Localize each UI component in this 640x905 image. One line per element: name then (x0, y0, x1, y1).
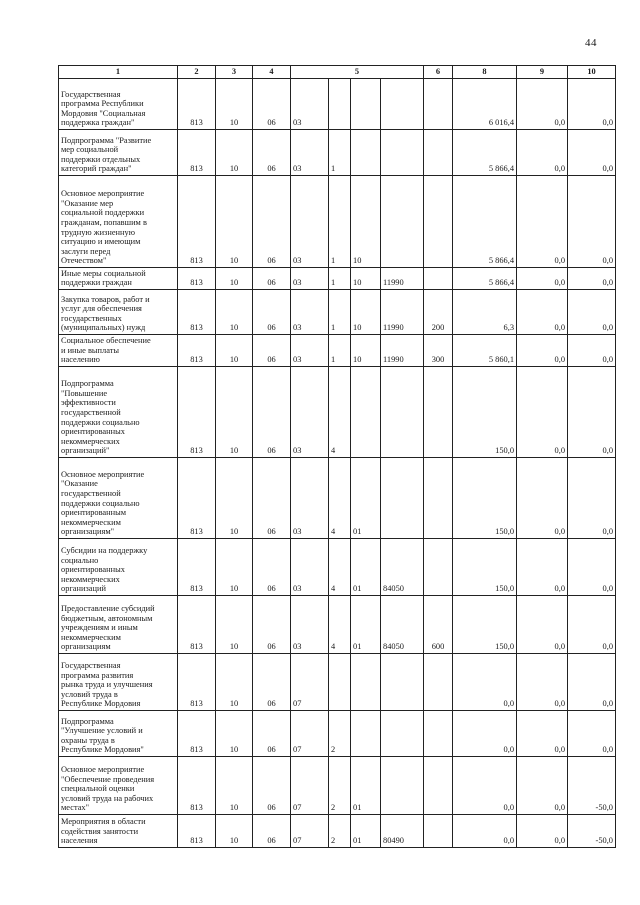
cell-measure: 01 (351, 757, 381, 815)
cell-col8: 5 866,4 (453, 268, 517, 290)
column-header-6: 6 (424, 66, 453, 79)
cell-col2: 813 (178, 458, 216, 539)
cell-col6 (424, 711, 453, 757)
table-row (59, 176, 616, 268)
cell-col9: 0,0 (517, 176, 568, 268)
table-row (59, 539, 616, 596)
cell-col8: 6,3 (453, 290, 517, 335)
cell-program: 07 (291, 815, 329, 848)
cell-col8: 5 860,1 (453, 335, 517, 367)
column-header-10: 10 (568, 66, 616, 79)
column-header-4: 4 (253, 66, 291, 79)
row-name: Подпрограмма "Улучшение условий и охраны труда в Республике Мордовия" (59, 711, 178, 757)
cell-col3: 10 (216, 654, 253, 711)
cell-measure: 10 (351, 268, 381, 290)
cell-col9: 0,0 (517, 79, 568, 130)
cell-col4: 06 (253, 711, 291, 757)
cell-col6: 300 (424, 335, 453, 367)
cell-subprogram: 2 (329, 815, 351, 848)
row-name: Закупка товаров, работ и услуг для обеспечения государственных (муниципальных) нужд (59, 290, 178, 335)
cell-col8: 0,0 (453, 815, 517, 848)
cell-col6 (424, 367, 453, 458)
row-name: Субсидии на поддержку социально ориентированных некоммерческих организаций (59, 539, 178, 596)
cell-col9: 0,0 (517, 654, 568, 711)
cell-col6 (424, 539, 453, 596)
cell-col3: 10 (216, 711, 253, 757)
cell-col9: 0,0 (517, 268, 568, 290)
row-name: Иные меры социальной поддержки граждан (59, 268, 178, 290)
cell-measure: 01 (351, 815, 381, 848)
cell-col10: 0,0 (568, 176, 616, 268)
cell-direction (381, 176, 424, 268)
cell-col8: 6 016,4 (453, 79, 517, 130)
cell-col9: 0,0 (517, 711, 568, 757)
cell-col4: 06 (253, 757, 291, 815)
cell-measure (351, 654, 381, 711)
table-row (59, 458, 616, 539)
cell-col2: 813 (178, 654, 216, 711)
cell-col2: 813 (178, 290, 216, 335)
cell-col2: 813 (178, 130, 216, 176)
cell-col4: 06 (253, 367, 291, 458)
cell-subprogram: 4 (329, 458, 351, 539)
cell-col3: 10 (216, 130, 253, 176)
cell-col8: 150,0 (453, 596, 517, 654)
cell-subprogram: 2 (329, 711, 351, 757)
row-name: Социальное обеспечение и иные выплаты населению (59, 335, 178, 367)
cell-col10: 0,0 (568, 268, 616, 290)
cell-col10: 0,0 (568, 79, 616, 130)
cell-subprogram: 1 (329, 176, 351, 268)
row-name: Государственная программа развития рынка труда и улучшения условий труда в Республике Мордовия (59, 654, 178, 711)
cell-col4: 06 (253, 130, 291, 176)
cell-col3: 10 (216, 290, 253, 335)
cell-measure (351, 711, 381, 757)
cell-measure: 01 (351, 539, 381, 596)
table-row (59, 815, 616, 848)
cell-direction (381, 367, 424, 458)
row-name: Основное мероприятие "Обеспечение проведения специальной оценки условий труда на рабочих местах" (59, 757, 178, 815)
cell-measure (351, 79, 381, 130)
cell-subprogram: 1 (329, 335, 351, 367)
cell-col2: 813 (178, 335, 216, 367)
cell-col6 (424, 458, 453, 539)
row-name: Основное мероприятие "Оказание государственной поддержки социально ориентированным некоммерческим организациям" (59, 458, 178, 539)
cell-col4: 06 (253, 596, 291, 654)
cell-col4: 06 (253, 290, 291, 335)
cell-program: 03 (291, 367, 329, 458)
column-header-1: 1 (59, 66, 178, 79)
cell-direction: 11990 (381, 335, 424, 367)
column-header-5: 5 (291, 66, 424, 79)
cell-col3: 10 (216, 596, 253, 654)
cell-subprogram: 2 (329, 757, 351, 815)
cell-program: 07 (291, 757, 329, 815)
cell-measure: 10 (351, 290, 381, 335)
cell-col2: 813 (178, 539, 216, 596)
cell-measure: 10 (351, 335, 381, 367)
cell-col10: 0,0 (568, 711, 616, 757)
cell-measure: 01 (351, 458, 381, 539)
cell-col8: 0,0 (453, 711, 517, 757)
cell-col10: 0,0 (568, 596, 616, 654)
cell-col4: 06 (253, 815, 291, 848)
cell-subprogram: 1 (329, 290, 351, 335)
row-name: Подпрограмма "Повышение эффективности государственной поддержки социально ориентированных некоммерческих организаций" (59, 367, 178, 458)
cell-subprogram: 1 (329, 268, 351, 290)
cell-direction (381, 711, 424, 757)
cell-program: 07 (291, 654, 329, 711)
cell-direction: 11990 (381, 290, 424, 335)
cell-direction (381, 654, 424, 711)
cell-col2: 813 (178, 79, 216, 130)
row-name: Основное мероприятие "Оказание мер социальной поддержки гражданам, попавшим в трудную жизненную ситуацию и имеющим заслуги перед Отечеством" (59, 176, 178, 268)
cell-col6 (424, 654, 453, 711)
cell-col10: 0,0 (568, 335, 616, 367)
table-row (59, 596, 616, 654)
cell-program: 03 (291, 290, 329, 335)
cell-subprogram (329, 654, 351, 711)
table-row (59, 367, 616, 458)
cell-col3: 10 (216, 176, 253, 268)
table-row (59, 130, 616, 176)
cell-direction (381, 79, 424, 130)
cell-col2: 813 (178, 367, 216, 458)
cell-measure (351, 130, 381, 176)
column-header-3: 3 (216, 66, 253, 79)
cell-col4: 06 (253, 176, 291, 268)
cell-program: 03 (291, 176, 329, 268)
cell-col10: -50,0 (568, 815, 616, 848)
table-header-row (59, 66, 616, 79)
cell-col9: 0,0 (517, 458, 568, 539)
cell-col3: 10 (216, 539, 253, 596)
cell-col2: 813 (178, 176, 216, 268)
row-name: Государственная программа Республики Мордовия "Социальная поддержка граждан" (59, 79, 178, 130)
cell-program: 03 (291, 458, 329, 539)
cell-program: 03 (291, 335, 329, 367)
cell-col3: 10 (216, 458, 253, 539)
cell-subprogram: 4 (329, 367, 351, 458)
row-name: Предоставление субсидий бюджетным, автономным учреждениям и иным некоммерческим организациям (59, 596, 178, 654)
cell-program: 03 (291, 130, 329, 176)
cell-col6 (424, 815, 453, 848)
cell-col9: 0,0 (517, 596, 568, 654)
table-row (59, 290, 616, 335)
cell-col6 (424, 130, 453, 176)
cell-col4: 06 (253, 335, 291, 367)
cell-col3: 10 (216, 335, 253, 367)
column-header-8: 8 (453, 66, 517, 79)
cell-program: 03 (291, 596, 329, 654)
cell-col6 (424, 757, 453, 815)
cell-col2: 813 (178, 711, 216, 757)
cell-col8: 0,0 (453, 757, 517, 815)
cell-program: 03 (291, 79, 329, 130)
table-row (59, 79, 616, 130)
cell-direction: 84050 (381, 596, 424, 654)
cell-col3: 10 (216, 79, 253, 130)
table-row (59, 268, 616, 290)
cell-col10: 0,0 (568, 130, 616, 176)
cell-col6 (424, 176, 453, 268)
cell-measure: 10 (351, 176, 381, 268)
cell-col8: 150,0 (453, 458, 517, 539)
cell-direction (381, 458, 424, 539)
cell-col6 (424, 268, 453, 290)
cell-col6 (424, 79, 453, 130)
table-body (59, 79, 616, 848)
cell-col4: 06 (253, 539, 291, 596)
cell-subprogram (329, 79, 351, 130)
cell-col10: 0,0 (568, 539, 616, 596)
cell-col9: 0,0 (517, 815, 568, 848)
cell-direction (381, 130, 424, 176)
row-name: Подпрограмма "Развитие мер социальной поддержки отдельных категорий граждан" (59, 130, 178, 176)
cell-col2: 813 (178, 757, 216, 815)
cell-col3: 10 (216, 268, 253, 290)
column-header-9: 9 (517, 66, 568, 79)
cell-col9: 0,0 (517, 130, 568, 176)
cell-col2: 813 (178, 596, 216, 654)
cell-col8: 0,0 (453, 654, 517, 711)
cell-col9: 0,0 (517, 335, 568, 367)
cell-col4: 06 (253, 268, 291, 290)
cell-col10: -50,0 (568, 757, 616, 815)
cell-col8: 5 866,4 (453, 176, 517, 268)
cell-col4: 06 (253, 79, 291, 130)
cell-col9: 0,0 (517, 290, 568, 335)
cell-direction: 11990 (381, 268, 424, 290)
table-row (59, 335, 616, 367)
cell-col4: 06 (253, 654, 291, 711)
cell-col8: 5 866,4 (453, 130, 517, 176)
table-row (59, 757, 616, 815)
cell-direction: 84050 (381, 539, 424, 596)
cell-col6: 600 (424, 596, 453, 654)
cell-col9: 0,0 (517, 539, 568, 596)
cell-col10: 0,0 (568, 290, 616, 335)
cell-program: 03 (291, 268, 329, 290)
budget-table (58, 65, 616, 848)
cell-direction (381, 757, 424, 815)
cell-col3: 10 (216, 815, 253, 848)
cell-col10: 0,0 (568, 367, 616, 458)
cell-col8: 150,0 (453, 539, 517, 596)
cell-col8: 150,0 (453, 367, 517, 458)
cell-col10: 0,0 (568, 654, 616, 711)
column-header-2: 2 (178, 66, 216, 79)
cell-col3: 10 (216, 757, 253, 815)
cell-program: 03 (291, 539, 329, 596)
cell-subprogram: 4 (329, 539, 351, 596)
cell-col6: 200 (424, 290, 453, 335)
row-name: Мероприятия в области содействия занятости населения (59, 815, 178, 848)
cell-col9: 0,0 (517, 367, 568, 458)
cell-measure (351, 367, 381, 458)
table-row (59, 654, 616, 711)
cell-col9: 0,0 (517, 757, 568, 815)
cell-subprogram: 1 (329, 130, 351, 176)
cell-col10: 0,0 (568, 458, 616, 539)
cell-col2: 813 (178, 268, 216, 290)
cell-program: 07 (291, 711, 329, 757)
cell-col4: 06 (253, 458, 291, 539)
table-row (59, 711, 616, 757)
cell-subprogram: 4 (329, 596, 351, 654)
page-number: 44 (585, 37, 597, 49)
cell-direction: 80490 (381, 815, 424, 848)
cell-measure: 01 (351, 596, 381, 654)
cell-col2: 813 (178, 815, 216, 848)
cell-col3: 10 (216, 367, 253, 458)
